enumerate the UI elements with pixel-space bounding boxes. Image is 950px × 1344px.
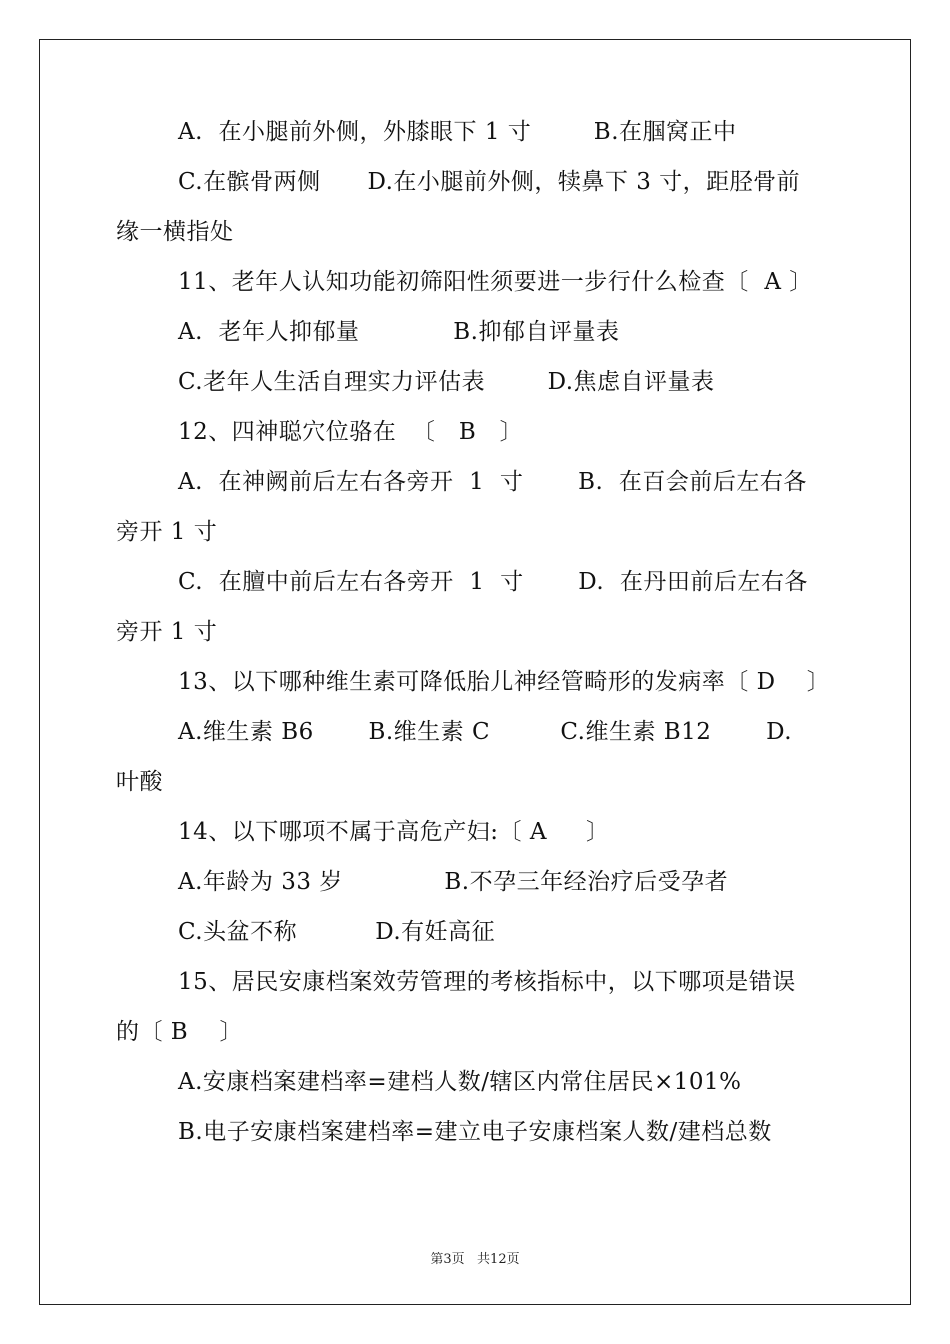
option-line: A. 在小腿前外侧，外膝眼下 1 寸 B.在腘窝正中 [178, 119, 737, 145]
option-line-continuation: 叶酸 [116, 769, 163, 795]
question-13: 13、以下哪种维生素可降低胎儿神经管畸形的发病率〔 D 〕 [178, 669, 831, 695]
question-15: 15、居民安康档案效劳管理的考核指标中，以下哪项是错误 [178, 969, 796, 995]
question-15-continuation: 的〔 B 〕 [116, 1019, 243, 1045]
option-line: A.安康档案建档率=建档人数/辖区内常住居民×101% [178, 1069, 742, 1095]
option-line-continuation: 旁开 1 寸 [116, 619, 218, 645]
page-footer: 第3页 共12页 [430, 1252, 520, 1267]
option-line: A. 老年人抑郁量 B.抑郁自评量表 [178, 319, 620, 345]
question-14: 14、以下哪项不属于高危产妇:〔 A 〕 [178, 819, 610, 845]
question-11: 11、老年人认知功能初筛阳性须要进一步行什么检查〔 A 〕 [178, 269, 813, 295]
option-line: C.在髌骨两侧 D.在小腿前外侧，犊鼻下 3 寸，距胫骨前 [178, 169, 801, 195]
option-line: A. 在神阙前后左右各旁开 1 寸 B. 在百会前后左右各 [178, 469, 807, 495]
option-line: A.维生素 B6 B.维生素 C C.维生素 B12 D. [178, 719, 793, 745]
option-line: B.电子安康档案建档率=建立电子安康档案人数/建档总数 [178, 1119, 772, 1145]
option-line: C.头盆不称 D.有妊高征 [178, 919, 496, 945]
option-line-continuation: 缘一横指处 [116, 219, 234, 245]
question-12: 12、四神聪穴位骆在 〔 B 〕 [178, 419, 524, 445]
option-line: C. 在膻中前后左右各旁开 1 寸 D. 在丹田前后左右各 [178, 569, 808, 595]
option-line-continuation: 旁开 1 寸 [116, 519, 218, 545]
option-line: A.年龄为 33 岁 B.不孕三年经治疗后受孕者 [178, 869, 729, 895]
option-line: C.老年人生活自理实力评估表 D.焦虑自评量表 [178, 369, 715, 395]
